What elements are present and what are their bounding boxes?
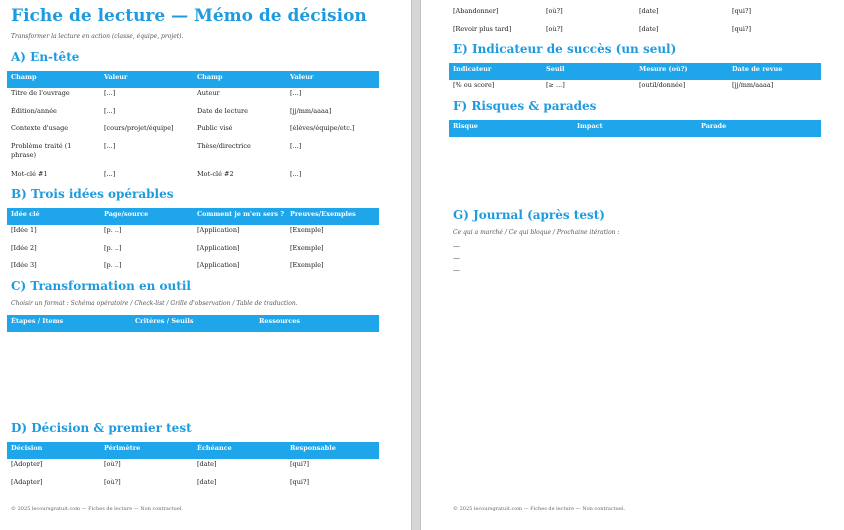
page-title: Fiche de lecture — Mémo de décision (11, 6, 367, 26)
table-cell: Thèse/directrice (197, 142, 251, 150)
section-c-note: Choisir un format : Schéma opératoire / Check-list / Grille d'observation / Table de traduction. (11, 300, 298, 307)
table-cell: [jj/mm/aaaa] (732, 81, 774, 89)
table-cell: [Idée 2] (11, 244, 37, 252)
section-b-heading: B) Trois idées opérables (11, 187, 174, 201)
table-cell: [Idée 1] (11, 226, 37, 234)
table-cell: Problème traité (1 phrase) (11, 142, 72, 159)
section-e-heading: E) Indicateur de succès (un seul) (453, 42, 677, 56)
column-header: Parade (701, 122, 727, 130)
page-1 (0, 0, 411, 530)
table-cell: [Application] (197, 261, 240, 269)
column-header: Indicateur (453, 65, 492, 73)
column-header: Échéance (197, 444, 232, 452)
table-cell: Public visé (197, 124, 233, 132)
table-cell: [où?] (104, 460, 121, 468)
table-cell: [où?] (546, 7, 563, 15)
column-header: Champ (197, 73, 223, 81)
table-cell: [qui?] (732, 7, 751, 15)
column-header: Critères / Seuils (135, 317, 194, 325)
table-cell: [date] (197, 478, 217, 486)
table-cell: [qui?] (290, 478, 309, 486)
table-cell: [qui?] (732, 25, 751, 33)
column-header: Page/source (104, 210, 149, 218)
table-cell: [Exemple] (290, 244, 324, 252)
column-header: Périmètre (104, 444, 141, 452)
table-cell: [≥ ...] (546, 81, 565, 89)
table-cell: [Adapter] (11, 478, 43, 486)
section-g-note: Ce qui a marché / Ce qui bloque / Prochaine itération : (453, 229, 620, 236)
table-cell: Auteur (197, 89, 220, 97)
table-cell: [date] (639, 25, 659, 33)
column-header: Impact (577, 122, 603, 130)
section-d-table-header (7, 442, 379, 459)
page-2 (421, 0, 844, 530)
section-d-heading: D) Décision & premier test (11, 421, 192, 435)
table-cell: Titre de l'ouvrage (11, 89, 70, 97)
table-cell: [cours/projet/équipe] (104, 124, 174, 132)
table-cell: [date] (639, 7, 659, 15)
section-f-table-header (449, 120, 821, 137)
table-cell: [Application] (197, 244, 240, 252)
journal-line: — (453, 266, 460, 274)
column-header: Valeur (104, 73, 128, 81)
table-cell: Date de lecture (197, 107, 249, 115)
table-cell: [Revoir plus tard] (453, 25, 512, 33)
table-cell: [...] (104, 170, 116, 178)
table-cell: [...] (104, 89, 116, 97)
column-header: Champ (11, 73, 37, 81)
section-f-heading: F) Risques & parades (453, 99, 597, 113)
table-cell: [date] (197, 460, 217, 468)
table-cell: [où?] (546, 25, 563, 33)
table-cell: [p. ..] (104, 226, 122, 234)
table-cell: [% ou score] (453, 81, 495, 89)
table-cell: [...] (290, 89, 302, 97)
section-c-table-header (7, 315, 379, 332)
table-cell: [...] (104, 142, 116, 150)
table-cell: [Exemple] (290, 226, 324, 234)
table-cell: [Exemple] (290, 261, 324, 269)
column-header: Idée clé (11, 210, 40, 218)
table-cell: [...] (290, 142, 302, 150)
table-cell: [où?] (104, 478, 121, 486)
page-subtitle: Transformer la lecture en action (classe, équipe, projet). (11, 33, 184, 40)
table-cell: [élèves/équipe/etc.] (290, 124, 355, 132)
table-cell: [Application] (197, 226, 240, 234)
table-cell: [p. ..] (104, 261, 122, 269)
journal-line: — (453, 242, 460, 250)
table-cell: [outil/donnée] (639, 81, 686, 89)
section-c-heading: C) Transformation en outil (11, 279, 191, 293)
column-header: Date de revue (732, 65, 783, 73)
section-b-table-header (7, 208, 379, 225)
table-cell: Édition/année (11, 107, 57, 115)
table-cell: Contexte d'usage (11, 124, 69, 132)
page-footer: © 2025 lecoursgratuit.com — Fiches de lecture — Non contractuel. (453, 506, 626, 512)
column-header: Comment je m'en sers ? (197, 210, 285, 218)
table-cell: [...] (290, 170, 302, 178)
column-header: Ressources (259, 317, 301, 325)
column-header: Mesure (où?) (639, 65, 688, 73)
column-header: Étapes / Items (11, 317, 64, 325)
journal-line: — (453, 254, 460, 262)
table-cell: [Idée 3] (11, 261, 37, 269)
column-header: Risque (453, 122, 478, 130)
section-g-heading: G) Journal (après test) (453, 208, 605, 222)
table-cell: [Adopter] (11, 460, 43, 468)
column-header: Preuves/Exemples (290, 210, 356, 218)
column-header: Seuil (546, 65, 565, 73)
table-cell: [p. ..] (104, 244, 122, 252)
table-cell: [...] (104, 107, 116, 115)
page-gutter (411, 0, 421, 530)
table-cell: [Abandonner] (453, 7, 499, 15)
table-cell: Mot-clé #2 (197, 170, 234, 178)
section-a-heading: A) En-tête (11, 50, 80, 64)
table-cell: [qui?] (290, 460, 309, 468)
column-header: Décision (11, 444, 43, 452)
table-cell: [jj/mm/aaaa] (290, 107, 332, 115)
section-a-table-header (7, 71, 379, 88)
page-footer: © 2025 lecoursgratuit.com — Fiches de lecture — Non contractuel. (11, 506, 184, 512)
column-header: Responsable (290, 444, 336, 452)
section-e-table-header (449, 63, 821, 80)
column-header: Valeur (290, 73, 314, 81)
table-cell: Mot-clé #1 (11, 170, 48, 178)
